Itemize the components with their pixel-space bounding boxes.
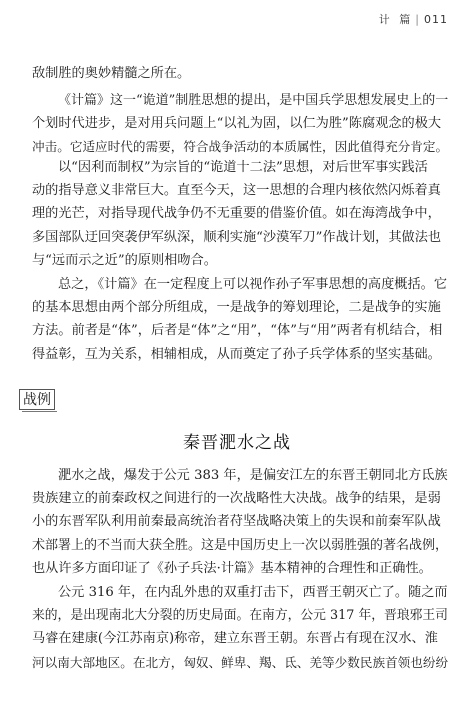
- text-line: 也从许多方面印证了《孙子兵法·计篇》基本精神的合理性和正确性。: [32, 560, 432, 576]
- text-line: 小的东晋军队利用前秦最高统治者苻坚战略决策上的失误和前秦军队战: [32, 514, 441, 530]
- article-title: 秦晋淝水之战: [183, 433, 291, 453]
- header-separator: |: [415, 12, 419, 26]
- running-header: [379, 10, 448, 28]
- section-tag-case-study: 战例: [19, 389, 55, 410]
- text-line: 马睿在建康(今江苏南京)称帝，建立东晋王朝。东晋占有现在汉水、淮: [32, 631, 438, 647]
- text-line: 公元 316 年，在内乱外患的双重打击下，西晋王朝灭亡了。随之而: [58, 585, 448, 600]
- text-line: 理的光芒，对指导现代战争仍不无重要的借鉴价值。如在海湾战争中，: [32, 206, 441, 222]
- paragraph-3: [32, 156, 450, 272]
- text-line: 来的，是出现南北大分裂的历史局面。在南方，公元 317 年，晋琅邪王司: [32, 608, 448, 624]
- header-section-title: 计 篇: [378, 13, 414, 26]
- text-line: 方法。前者是“体”，后者是“体”之“用”，“体”与“用”两者有机结合，相: [32, 323, 443, 339]
- text-line: 术部署上的不当而大获全胜。这是中国历史上一次以弱胜强的著名战例，: [32, 537, 449, 553]
- text-line: 与“远而示之近”的原则相吻合。: [32, 252, 217, 268]
- text-line: 河以南大部地区。在北方，匈奴、鲜卑、羯、氐、羌等少数民族首领也纷纷: [32, 654, 449, 670]
- page-number: 011: [424, 12, 448, 26]
- paragraph-6: [32, 581, 450, 674]
- text-line: 多国部队迂回突袭伊军纵深，顺利实施“沙漠军刀”作战计划，其做法也: [32, 229, 442, 245]
- text-line: 《计篇》这一“诡道”制胜思想的提出，是中国兵学思想发展史上的一: [58, 93, 449, 108]
- text-line: 总之，《计篇》在一定程度上可以视作孙子军事思想的高度概括。它: [58, 277, 448, 292]
- text-line: 动的指导意义非常巨大。直至今天，这一思想的合理内核依然闪烁着真: [32, 183, 441, 199]
- text-line: 贵族建立的前秦政权之间进行的一次战略性大决战。战争的结果，是弱: [32, 491, 441, 507]
- text-line: 以“因利而制权”为宗旨的“诡道十二法”思想，对后世军事实践活: [58, 160, 428, 175]
- text-line: 的基本思想由两个部分所组成，一是战争的筹划理论，二是战争的实施: [32, 300, 441, 316]
- text-line: 个划时代进步，是对用兵问题上“以礼为固，以仁为胜”陈腐观念的极大: [32, 116, 442, 132]
- text-line: 敌制胜的奥妙精髓之所在。: [32, 66, 191, 81]
- text-line: 淝水之战，爆发于公元 383 年，是偏安江左的东晋王朝同北方氐族: [58, 468, 448, 483]
- paragraph-2: [32, 89, 450, 159]
- paragraph-1: [32, 62, 450, 85]
- text-line: 得益彰，互为关系，相辅相成，从而奠定了孙子兵学体系的坚实基础。: [32, 346, 441, 362]
- paragraph-5: [32, 464, 450, 580]
- paragraph-4: [32, 273, 450, 366]
- text-line: 冲击。它适应时代的需要，符合战争活动的本质属性，因此值得充分肯定。: [32, 139, 449, 155]
